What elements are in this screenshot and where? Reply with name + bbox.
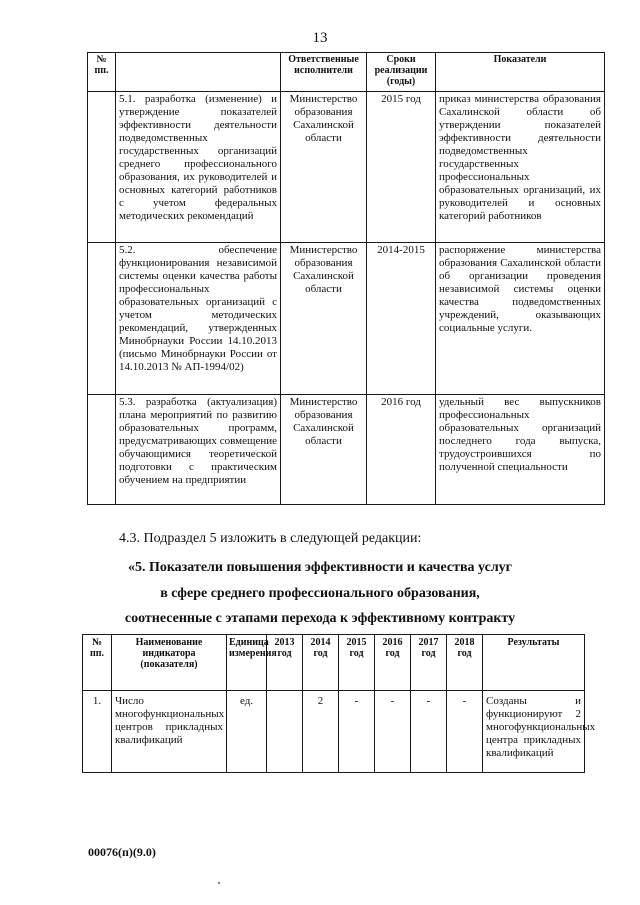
row-term: 2014-2015 xyxy=(367,243,436,395)
row-num: 1. xyxy=(83,691,112,773)
header-2014: 2014 год xyxy=(303,635,339,691)
row-measure-text: 5.2. обеспечение функционирования независимой системы оценки качества работы профессиональных образовательных организаций с учетом методических рекомендаций, утвержденных Минобрнауки России 14.10.2013 (письмо Минобрнауки России от 14.10.2013 № АП-1994/02) xyxy=(116,243,281,395)
table-row xyxy=(88,395,605,505)
table-row xyxy=(88,243,605,395)
row-measure-text: 5.3. разработка (актуализация) плана мероприятий по развитию образовательных программ, предусматривающих совмещение обучающимися теоретической подготовки с практическим обучением на предприятии xyxy=(116,395,281,505)
header-2017: 2017 год xyxy=(411,635,447,691)
measures-table-header xyxy=(88,53,605,92)
row-indicator: приказ министерства образования Сахалинской области об утверждении показателей эффективности деятельности подведомственных государственных профессиональных образовательных организаций, их руководителей и основных категорий работников xyxy=(436,92,605,243)
header-2015: 2015 год xyxy=(339,635,375,691)
row-result: Созданы и функционируют 2 многофункциональных центра прикладных квалификаций xyxy=(483,691,585,773)
row-num xyxy=(88,395,116,505)
section-title-line2: в сфере среднего профессионального образования, xyxy=(160,586,480,601)
header-num: № пп. xyxy=(83,635,112,691)
row-term: 2015 год xyxy=(367,92,436,243)
row-value-2017: - xyxy=(411,691,447,773)
row-term: 2016 год xyxy=(367,395,436,505)
header-indicator-name: Наименование индикатора (показателя) xyxy=(112,635,227,691)
row-indicator: удельный вес выпускников профессиональных образовательных организаций последнего года выпуска, трудоустроившихся по полученной специальности xyxy=(436,395,605,505)
row-value-2014: 2 xyxy=(303,691,339,773)
section-title-line1: «5. Показатели повышения эффективности и качества услуг xyxy=(127,560,513,575)
table-row xyxy=(88,92,605,243)
header-term: Сроки реализации (годы) xyxy=(367,53,436,92)
scan-artifact xyxy=(218,882,220,884)
indicators-table xyxy=(82,634,596,773)
indicators-table-header xyxy=(83,635,585,691)
row-executor: Министерство образования Сахалинской области xyxy=(281,395,367,505)
page-number: 13 xyxy=(312,30,328,46)
table-row xyxy=(83,691,585,773)
header-num: № пп. xyxy=(88,53,116,92)
measures-table xyxy=(87,52,605,505)
section-instruction: 4.3. Подраздел 5 изложить в следующей редакции: xyxy=(119,531,422,546)
row-value-2016: - xyxy=(375,691,411,773)
row-unit: ед. xyxy=(227,691,267,773)
header-results: Результаты xyxy=(483,635,585,691)
header-unit: Единица измерения xyxy=(227,635,267,691)
row-indicator-name: Число многофункциональных центров прикладных квалификаций xyxy=(112,691,227,773)
row-executor: Министерство образования Сахалинской области xyxy=(281,92,367,243)
header-2013: 2013 год xyxy=(267,635,303,691)
row-value-2013 xyxy=(267,691,303,773)
document-code: 00076(п)(9.0) xyxy=(88,845,156,859)
row-indicator: распоряжение министерства образования Сахалинской области об организации проведения независимой системы оценки качества подведомственных учреждений, оказывающих социальные услуги. xyxy=(436,243,605,395)
section-title-line3: соотнесенные с этапами перехода к эффективному контракту xyxy=(124,611,516,626)
row-measure-text: 5.1. разработка (изменение) и утверждение показателей эффективности деятельности подведомственных государственных организаций среднего профессионального образования, их руководителей и основных категорий работников с учетом федеральных методических рекомендаций xyxy=(116,92,281,243)
header-2018: 2018 год xyxy=(447,635,483,691)
header-executor: Ответственные исполнители xyxy=(281,53,367,92)
row-value-2018: - xyxy=(447,691,483,773)
row-num xyxy=(88,92,116,243)
row-num xyxy=(88,243,116,395)
row-value-2015: - xyxy=(339,691,375,773)
header-2016: 2016 год xyxy=(375,635,411,691)
row-executor: Министерство образования Сахалинской области xyxy=(281,243,367,395)
header-indicator: Показатели xyxy=(436,53,605,92)
header-measure xyxy=(116,53,281,92)
